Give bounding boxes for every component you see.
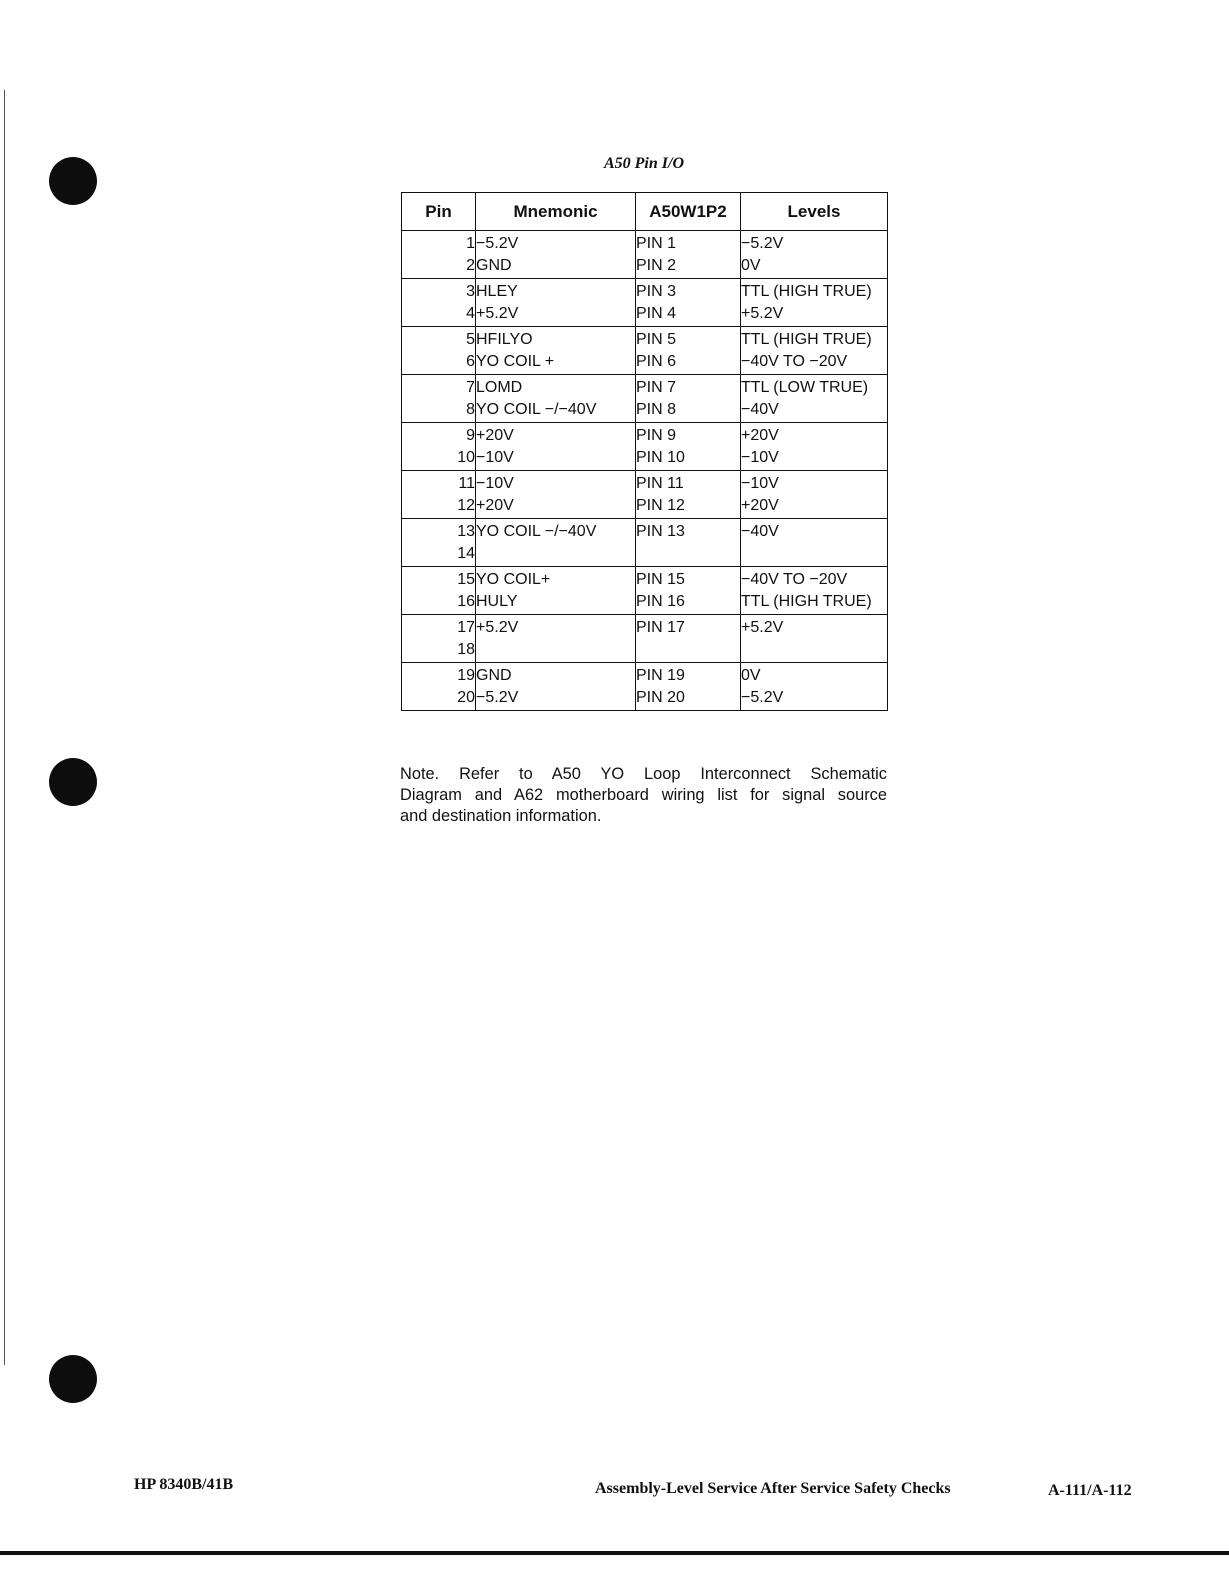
- mnemonic-cell-line: HLEY: [476, 283, 518, 300]
- levels-cell-line: −40V TO −20V: [741, 571, 848, 588]
- levels-cell-line: TTL (HIGH TRUE): [741, 593, 872, 610]
- connector-pin-cell: [636, 279, 741, 327]
- mnemonic-cell-line: YO COIL −/−40V: [476, 401, 597, 418]
- note-line: Diagram and A62 motherboard wiring list for signal source: [400, 786, 887, 804]
- punch-hole: [49, 157, 97, 205]
- mnemonic-cell-line: HULY: [476, 593, 518, 610]
- connector-pin-cell: [636, 615, 741, 663]
- mnemonic-cell-line: −5.2V: [476, 689, 519, 706]
- mnemonic-cell: [476, 327, 636, 375]
- binder-margin-line: [4, 90, 5, 1365]
- pin-cell-line: 9: [466, 427, 475, 444]
- mnemonic-cell: [476, 375, 636, 423]
- mnemonic-cell-line: [476, 543, 635, 565]
- mnemonic-cell-line: +5.2V: [476, 619, 519, 636]
- levels-cell-line: +20V: [741, 427, 779, 444]
- mnemonic-cell-line: +20V: [476, 497, 514, 514]
- mnemonic-cell-line: −10V: [476, 475, 514, 492]
- levels-cell-line: [741, 639, 887, 661]
- connector-pin-cell-line: PIN 9: [636, 427, 677, 444]
- levels-cell-line: −10V: [741, 475, 779, 492]
- pin-cell: [402, 567, 476, 615]
- pin-cell-line: 4: [466, 305, 475, 322]
- connector-pin-cell-line: PIN 4: [636, 305, 677, 322]
- connector-pin-cell: [636, 375, 741, 423]
- levels-cell-line: −5.2V: [741, 689, 784, 706]
- note-paragraph: [400, 764, 887, 827]
- connector-pin-cell: [636, 423, 741, 471]
- connector-pin-cell-line: PIN 1: [636, 235, 677, 252]
- pin-cell-line: 17: [457, 619, 475, 636]
- pin-cell-line: 13: [457, 523, 475, 540]
- connector-pin-cell: [636, 327, 741, 375]
- pin-cell: [402, 375, 476, 423]
- table-row: [402, 663, 888, 711]
- footer-rule: [0, 1551, 1229, 1555]
- pin-cell-line: 7: [466, 379, 475, 396]
- levels-cell-line: −5.2V: [741, 235, 784, 252]
- punch-hole: [49, 758, 97, 806]
- levels-cell: [741, 471, 888, 519]
- connector-pin-cell-line: PIN 10: [636, 449, 685, 466]
- connector-pin-cell: [636, 471, 741, 519]
- connector-pin-cell: [636, 231, 741, 279]
- pin-io-table: [401, 192, 888, 711]
- levels-cell-line: TTL (HIGH TRUE): [741, 331, 872, 348]
- pin-cell: [402, 327, 476, 375]
- connector-pin-cell-line: [636, 543, 740, 565]
- mnemonic-cell-line: HFILYO: [476, 331, 533, 348]
- connector-pin-cell: [636, 519, 741, 567]
- connector-pin-cell-line: PIN 3: [636, 283, 677, 300]
- table-row: [402, 279, 888, 327]
- levels-cell: [741, 327, 888, 375]
- mnemonic-cell: [476, 615, 636, 663]
- note-line: and destination information.: [400, 807, 602, 825]
- mnemonic-cell: [476, 663, 636, 711]
- connector-pin-cell-line: PIN 11: [636, 475, 684, 492]
- pin-cell-line: 5: [466, 331, 475, 348]
- mnemonic-cell: [476, 567, 636, 615]
- table-row: [402, 327, 888, 375]
- mnemonic-cell: [476, 279, 636, 327]
- pin-cell: [402, 615, 476, 663]
- table-row: [402, 423, 888, 471]
- levels-cell-line: TTL (HIGH TRUE): [741, 283, 872, 300]
- pin-cell-line: 3: [466, 283, 475, 300]
- table-row: [402, 231, 888, 279]
- levels-cell: [741, 663, 888, 711]
- connector-pin-cell-line: PIN 5: [636, 331, 677, 348]
- table-body: [402, 231, 888, 711]
- mnemonic-cell-line: +5.2V: [476, 305, 519, 322]
- mnemonic-cell-line: −10V: [476, 449, 514, 466]
- mnemonic-cell-line: YO COIL −/−40V: [476, 523, 597, 540]
- column-header-levels: Levels: [741, 193, 888, 231]
- levels-cell-line: 0V: [741, 667, 761, 684]
- pin-cell: [402, 471, 476, 519]
- mnemonic-cell: [476, 231, 636, 279]
- connector-pin-cell-line: PIN 13: [636, 523, 685, 540]
- footer-page-number: A-111/A-112: [1048, 1482, 1132, 1499]
- table-row: [402, 471, 888, 519]
- table-row: [402, 567, 888, 615]
- mnemonic-cell-line: YO COIL+: [476, 571, 551, 588]
- levels-cell: [741, 519, 888, 567]
- mnemonic-cell-line: LOMD: [476, 379, 523, 396]
- connector-pin-cell: [636, 567, 741, 615]
- connector-pin-cell-line: PIN 6: [636, 353, 677, 370]
- levels-cell: [741, 615, 888, 663]
- connector-pin-cell-line: [636, 639, 740, 661]
- connector-pin-cell: [636, 663, 741, 711]
- table-row: [402, 375, 888, 423]
- footer-section-title: Assembly-Level Service After Service Safety Checks: [595, 1480, 951, 1497]
- levels-cell: [741, 375, 888, 423]
- column-header-mnemonic: Mnemonic: [476, 193, 636, 231]
- table-header-row: [402, 193, 888, 231]
- pin-cell: [402, 279, 476, 327]
- mnemonic-cell-line: [476, 639, 635, 661]
- connector-pin-cell-line: PIN 16: [636, 593, 685, 610]
- connector-pin-cell-line: PIN 2: [636, 257, 677, 274]
- mnemonic-cell: [476, 519, 636, 567]
- pin-cell-line: 18: [457, 641, 475, 658]
- mnemonic-cell-line: +20V: [476, 427, 514, 444]
- mnemonic-cell: [476, 471, 636, 519]
- levels-cell-line: −10V: [741, 449, 779, 466]
- footer-model-number: HP 8340B/41B: [134, 1476, 234, 1493]
- pin-cell-line: 12: [457, 497, 475, 514]
- pin-cell: [402, 423, 476, 471]
- levels-cell-line: −40V: [741, 401, 779, 418]
- connector-pin-cell-line: PIN 17: [636, 619, 685, 636]
- levels-cell: [741, 567, 888, 615]
- mnemonic-cell-line: GND: [476, 257, 512, 274]
- mnemonic-cell-line: −5.2V: [476, 235, 519, 252]
- levels-cell-line: [741, 543, 887, 565]
- note-line: Note. Refer to A50 YO Loop Interconnect Schematic: [400, 765, 887, 783]
- levels-cell-line: 0V: [741, 257, 761, 274]
- punch-hole: [49, 1355, 97, 1403]
- connector-pin-cell-line: PIN 15: [636, 571, 685, 588]
- mnemonic-cell-line: YO COIL +: [476, 353, 555, 370]
- pin-cell-line: 8: [466, 401, 475, 418]
- column-header-connector: A50W1P2: [636, 193, 741, 231]
- connector-pin-cell-line: PIN 19: [636, 667, 685, 684]
- levels-cell-line: −40V: [741, 523, 779, 540]
- pin-cell: [402, 519, 476, 567]
- pin-cell-line: 19: [457, 667, 475, 684]
- pin-cell-line: 6: [466, 353, 475, 370]
- mnemonic-cell-line: GND: [476, 667, 512, 684]
- pin-cell: [402, 663, 476, 711]
- levels-cell: [741, 423, 888, 471]
- pin-cell-line: 10: [457, 449, 475, 466]
- levels-cell-line: +5.2V: [741, 305, 784, 322]
- pin-cell-line: 16: [457, 593, 475, 610]
- pin-cell-line: 14: [457, 545, 475, 562]
- pin-cell: [402, 231, 476, 279]
- levels-cell: [741, 279, 888, 327]
- pin-cell-line: 20: [457, 689, 475, 706]
- table-row: [402, 615, 888, 663]
- levels-cell: [741, 231, 888, 279]
- levels-cell-line: +20V: [741, 497, 779, 514]
- connector-pin-cell-line: PIN 7: [636, 379, 677, 396]
- table-row: [402, 519, 888, 567]
- levels-cell-line: TTL (LOW TRUE): [741, 379, 869, 396]
- mnemonic-cell: [476, 423, 636, 471]
- pin-cell-line: 1: [466, 235, 475, 252]
- connector-pin-cell-line: PIN 20: [636, 689, 685, 706]
- connector-pin-cell-line: PIN 12: [636, 497, 685, 514]
- pin-cell-line: 11: [458, 475, 475, 492]
- levels-cell-line: +5.2V: [741, 619, 784, 636]
- table-caption: A50 Pin I/O: [603, 155, 684, 172]
- pin-cell-line: 2: [466, 257, 475, 274]
- pin-cell-line: 15: [457, 571, 475, 588]
- levels-cell-line: −40V TO −20V: [741, 353, 848, 370]
- connector-pin-cell-line: PIN 8: [636, 401, 677, 418]
- column-header-pin: Pin: [402, 193, 476, 231]
